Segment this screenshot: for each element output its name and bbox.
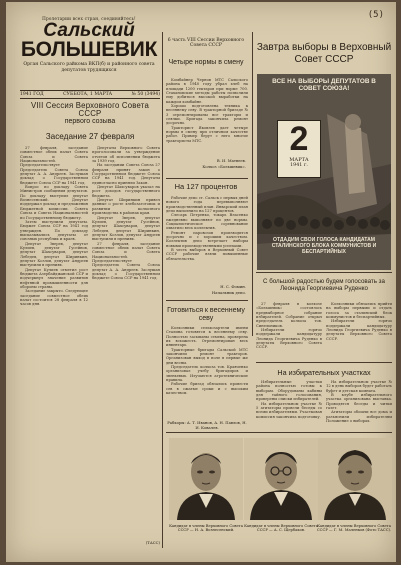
paragraph: Колхозники обязались прийти на выборы первыми и отдать голоса за сталинский блок коммунистов и беспартийных. — [326, 302, 392, 320]
paragraph: Агитаторы обошли все дома и разъяснили избирателям Положение о выборах. — [326, 410, 392, 424]
four-norms-article — [166, 78, 248, 156]
masthead-slogan: Пролетарии всех стран, соединяйтесь! — [42, 16, 136, 21]
paragraph: Хорошо подготовлена техника к весеннему севу. В тракторной бригаде № 3 отремонтированы все тракторы и сеялки. Бригада закончила ремонт досрочно. — [166, 104, 248, 126]
spring-signature: Рабкоры: А. Т. Иванов, А. Н. Павлов, Н. И. Ковалев. — [167, 420, 247, 430]
paragraph: Депутат Зверев, депутат Кулиев, депутат Гусейнов, депутат Шахсуваров, депутат Лебедев, депутат Ширинкин, депутат Козлов, депутат Андреев выступили в прениях. — [92, 215, 160, 242]
paragraph: На избирательном участке № 12 в день выборов будет работать буфет и детская комната. — [326, 380, 392, 393]
portrait-caption-2: Кандидат в члены Верховного Совета СССР — А. С. Щербаков. — [244, 524, 318, 533]
portrait-3-image — [318, 438, 392, 520]
rudenko-headline: С большой радостью будем голосовать за Леонида Георгиевича Руденко — [263, 278, 385, 292]
paragraph: Заседание закрыто. Следующее заседание совместное обеих палат состоится 28 февраля в 12 часов дня. — [20, 289, 88, 307]
paragraph: Затем выступили депутаты. Бюджет Союза ССР на 1941 год утвержден. По докладу высказывались депутаты от союзных республик и краев. — [20, 219, 88, 242]
paragraph: Депутат Ширинкин привел данные о росте хлебозаготовок и развитии колхозного производства в районах края. — [92, 198, 160, 216]
percent-article — [166, 196, 248, 282]
spring-article — [166, 326, 248, 418]
paragraph: Вопрос по докладу Совета Министров сообщения депутатов. По докладу выступил депутат Вознесенский. Депутат поддержал доклад и предложения Бюджетной комиссии. Совета Союза и Совета Национальностей по Государственному бюджету. — [20, 185, 88, 220]
section-rule — [166, 178, 248, 179]
paragraph: В клубе избирательного участка организована выставка. Проводятся беседы и читки газет. — [326, 393, 392, 411]
paragraph: Избиратели горячо поддержали кандидатуру Леонида Георгиевича Руденко в депутаты Верховного Совета СССР. — [256, 328, 322, 350]
rudenko-article-col2 — [326, 302, 392, 360]
column-rule — [252, 32, 253, 336]
middle-kicker: 6 часть VIII Сессии Верховного Совета СССР — [167, 38, 245, 48]
portrait-photo-1 — [169, 438, 243, 520]
paragraph: Тракторные бригады Сальской МТС закончили ремонт тракторов. Организован выход в поле в первые же дни весны. — [166, 347, 248, 365]
session-headline — [20, 102, 160, 126]
issue-year: 1941 ГОД — [20, 92, 44, 97]
paragraph: На избирательном участке № 5 агитаторы провели беседы со всеми избирателями. Участковая комиссия закончила подготовку. — [256, 401, 322, 419]
percent-signature-sub: Начальник депо. — [211, 290, 246, 295]
paragraph: Слесарь Петренко, токарь Власенко ежедневно выполняют по две нормы. Социалистическое соревнование охватило весь коллектив. — [166, 213, 248, 231]
paragraph: Ремонт паровозов производится досрочно и с хорошим качеством. Коллектив депо встречает выборы новыми производственными успехами. — [166, 230, 248, 248]
paragraph: Комбайнер Чернов МТС Сальского района в 1940 году убрал хлеб на площади 1200 гектаров при норме 700. Стахановские методы работы позволили ему добиться высокой выработки на каждом комбайне. — [166, 78, 248, 104]
left-article-col1 — [20, 146, 88, 548]
four-norms-signature-sub: Колхоз «Большевик». — [202, 164, 246, 169]
session-headline-title: VIII Сессия Верховного Совета СССР — [31, 101, 149, 118]
column-rule — [162, 32, 163, 548]
poster-month: МАРТА — [289, 157, 309, 163]
paragraph: Депутат Зверев, депутат Кулиев, депутат Гусейнов, депутат Шахсуваров, депутат Лебедев, депутат Ширинкин, депутат Козлов, депутат Андреев выступили в прениях. — [20, 241, 88, 268]
portrait-caption-3: Кандидат в члены Верховного Совета СССР — Г. М. Маленков (Фото ТАСС). — [316, 524, 392, 533]
paragraph: Депутат Кулиев отметил рост бюджета Азербайджанской ССР и подчеркнул значение развития нефтяной промышленности для обороны страны. — [20, 267, 88, 289]
paragraph: Избиратели горячо поддержали кандидатуру Леонида Георгиевича Руденко в депутаты Верховного Совета СССР. — [326, 319, 392, 341]
issue-date: СУББОТА, 1 МАРТА — [63, 92, 113, 97]
portrait-caption-1: Кандидат в члены Верховного Совета СССР — Н. А. Вознесенский. — [169, 524, 243, 533]
paragraph: Колхозники сельхозартели имени Сталина готовятся к весеннему севу. Полностью засыпаны семена, проверена их всхожесть. Отремонтирован весь инвентарь. — [166, 326, 248, 348]
poster-year: 1941 г. — [290, 163, 308, 168]
polling-article-col1 — [256, 380, 322, 428]
section-rule — [166, 300, 248, 301]
session-headline-sub: первого созыва — [64, 118, 116, 125]
paragraph: 27 февраля, заседание совместное обеих палат Совета Союза и Совета Национальностей. Председательствует Председатель Совета Союза депутат А. А. Андреев. Заслушан доклад о Государственном бюджете Союза ССР на 1941 год. — [92, 241, 160, 281]
polling-stations-headline: На избирательных участках — [277, 368, 371, 377]
section-rule — [166, 432, 392, 433]
election-poster — [257, 74, 391, 270]
paragraph: В честь выборов в Верховный Совет СССР рабочие взяли повышенные обязательства. — [166, 248, 248, 261]
paragraph: Рабочие депо ст. Сальск с первых дней нового года перевыполняют производственный план. Январский план депо выполнило на 127 процентов. — [166, 196, 248, 214]
newspaper-page — [6, 2, 396, 562]
issue-number: № 50 (3494) — [131, 92, 160, 97]
percent-signature: Н. С. Фомин. — [220, 284, 246, 289]
masthead-title-line1: Сальский — [43, 20, 135, 41]
paragraph: 27 февраля, заседание совместное обеих палат Совета Союза и Совета Национальностей. Председательствует Председатель Совета Союза депутат А. А. Андреев. Заслушан доклад о Государственном бюджете Союза ССР на 1941 год. — [20, 146, 88, 185]
poster-banner: ВСЕ НА ВЫБОРЫ ДЕПУТАТОВ В СОВЕТ СОЮЗА! — [272, 78, 376, 93]
paragraph: Рабочие бригад обязались провести сев в сжатые сроки и с высоким качеством. — [166, 382, 248, 396]
left-article-col2 — [92, 146, 160, 538]
paragraph: 27 февраля в колхозе «Большевик» состоялось предвыборное собрание избирателей. Собрание открыл председатель колхоза тов. Синельников. — [256, 302, 322, 328]
rudenko-article-col1 — [256, 302, 322, 360]
spring-headline: Готовиться к весеннему севу — [167, 307, 245, 322]
left-source: (ТАСС) — [145, 540, 160, 545]
portrait-1-image — [169, 438, 243, 520]
masthead-organ: Орган Сальского райкома ВКП(б) и районного совета депутатов трудящихся — [23, 62, 155, 73]
masthead — [20, 16, 158, 73]
percent-headline: На 127 процентов — [174, 182, 238, 191]
polling-article-col2 — [326, 380, 392, 428]
elections-headline: Завтра выборы в Верховный Совет СССР — [256, 42, 392, 65]
paragraph: Тракторист Яковлев дает четыре нормы в смену при отличном качестве работ. Пример берут с него многие трактористы МТС. — [166, 125, 248, 143]
portrait-photo-2 — [244, 438, 318, 520]
paragraph: На заседании Совета Союза 27 февраля принят закон о Государственном бюджете Союза ССР на 1941 год. Депутаты единогласно приняли Закон. — [92, 163, 160, 185]
section-rule — [256, 272, 392, 273]
four-norms-signature: В. И. Матвеев. — [216, 158, 246, 163]
paragraph: Депутаты Верховного Совета проголосовали за утверждение отчетов об исполнении бюджета за 1939 год. — [92, 146, 160, 164]
section-rule — [256, 362, 392, 363]
poster-date-card — [277, 120, 321, 178]
four-norms-headline: Четыре нормы в смену — [168, 59, 244, 66]
paragraph: Председатель колхоза тов. Кравченко организовал учебу бригадиров и звеньевых. Изучаются агротехнические правила. — [166, 365, 248, 383]
paragraph: Избирательные участки района полностью готовы к выборам. Оборудованы кабины для тайного голосования, проверены списки избирателей. — [256, 380, 322, 402]
issue-bar — [20, 90, 160, 99]
edge-mark: (5) — [367, 10, 384, 20]
poster-caption: ОТДАДИМ СВОИ ГОЛОСА КАНДИДАТАМ СТАЛИНСКОГО БЛОКА КОММУНИСТОВ И БЕСПАРТИЙНЫХ — [271, 237, 377, 255]
masthead-title-line2: БОЛЬШЕВИК — [20, 38, 158, 61]
poster-day: 2 — [289, 120, 309, 158]
paragraph: Депутат Шахсуваров указал на рост доходов государственного бюджета. — [92, 185, 160, 198]
meeting-headline: Заседание 27 февраля — [45, 132, 135, 141]
portrait-photo-3 — [318, 438, 392, 520]
portrait-2-image — [244, 438, 318, 520]
